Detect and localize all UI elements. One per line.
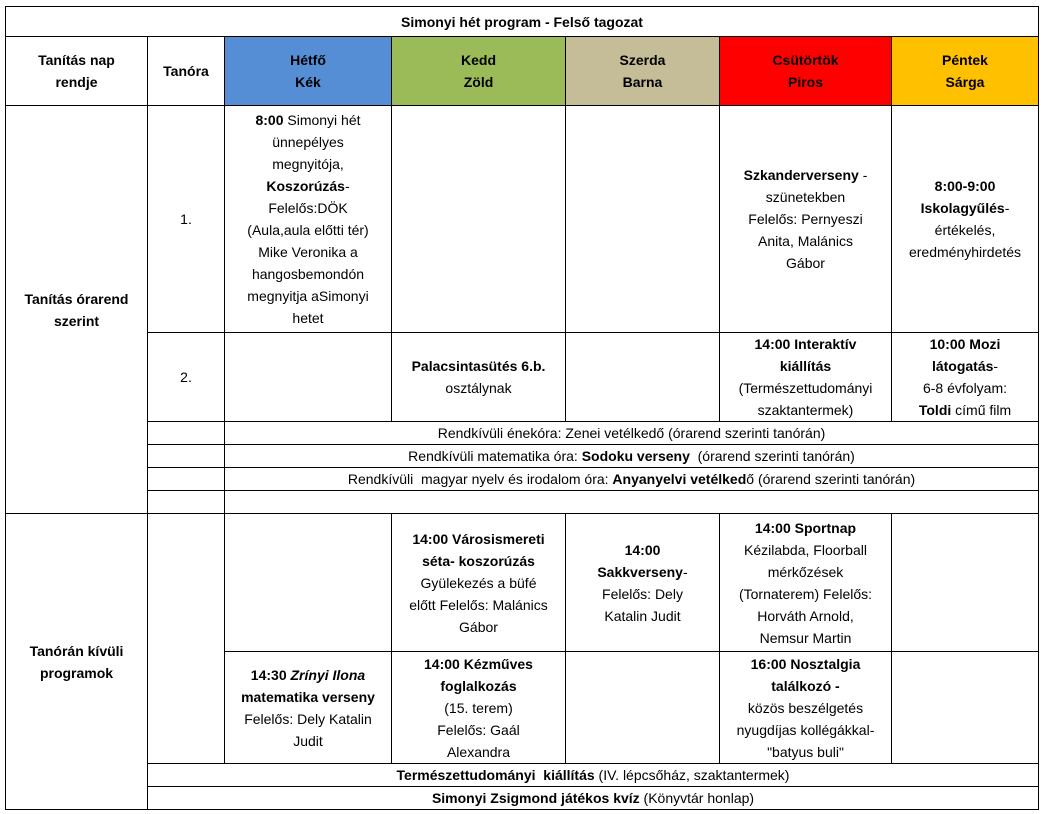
event-time: 14:30 xyxy=(250,666,291,683)
event-text: előtt Felelős: Malánics xyxy=(409,596,548,613)
mon-afternoon1-cell xyxy=(225,514,392,652)
header-day: Szerda xyxy=(619,52,666,68)
event-text: Alexandra xyxy=(446,743,511,760)
header-lesson: Tanóra xyxy=(148,37,225,106)
event-text: Judit xyxy=(293,732,323,749)
event-text: - xyxy=(344,178,350,194)
header-day-color: Sárga xyxy=(945,74,985,90)
event-title: Koszorúzás xyxy=(266,178,345,194)
event-title: kiállítás xyxy=(779,358,832,374)
extra-quiz xyxy=(148,787,1039,810)
header-wednesday xyxy=(566,37,720,106)
tue-afternoon2-cell xyxy=(392,652,566,764)
section1-label-line1: Tanítás órarend xyxy=(24,290,129,307)
event-text: szünetekben xyxy=(765,189,846,205)
event-time: 8:00 xyxy=(255,112,284,128)
event-text: nyugdíjas kollégákkal- xyxy=(736,721,875,738)
event-text: Gábor xyxy=(786,255,825,271)
extra-singing: Rendkívüli énekóra: Zenei vetélkedő (órarend szerinti tanórán) xyxy=(225,422,1039,445)
event-text: ő (órarend szerinti tanórán) xyxy=(746,471,916,487)
event-text: - xyxy=(682,563,688,580)
event-text: Horváth Arnold, xyxy=(757,607,854,624)
event-title: 10:00 Mozi xyxy=(929,336,1001,352)
event-text: Gyülekezés a büfé xyxy=(420,574,537,591)
header-day-color: Barna xyxy=(622,74,663,90)
event-title: Simonyi Zsigmond játékos kvíz xyxy=(431,790,640,806)
tue-afternoon1-cell xyxy=(392,514,566,652)
section2-lesson-cell xyxy=(148,514,225,764)
event-title: 14:00 Interaktív xyxy=(754,336,857,352)
event-text: közös beszélgetés xyxy=(747,699,864,716)
event-title: Sodoku verseny xyxy=(581,448,690,464)
fri-lesson2-cell xyxy=(892,333,1039,422)
event-text: Felelős:DÖK xyxy=(268,200,348,216)
schedule-table xyxy=(5,6,1039,810)
extra-hungarian xyxy=(225,468,1039,491)
event-text: (Természettudományi xyxy=(738,380,873,396)
wed-lesson2-cell xyxy=(566,333,720,422)
event-text: 6-8 évfolyam: xyxy=(922,380,1008,396)
event-text: Felelős: Pernyeszi xyxy=(748,211,863,227)
header-day: Hétfő xyxy=(290,52,326,68)
event-text: Nemsur Martin xyxy=(759,629,852,646)
event-text: - xyxy=(993,358,999,374)
event-title: Iskolagyűlés xyxy=(920,200,1005,216)
event-text: Felelős: Gaál xyxy=(437,721,520,738)
event-title: 14:00 Sportnap xyxy=(754,519,857,536)
event-title: Természettudományi kiállítás xyxy=(396,767,595,783)
header-row xyxy=(6,37,1039,106)
extra-row-empty xyxy=(6,491,1039,514)
extra-row xyxy=(6,422,1039,445)
event-text: című film xyxy=(951,402,1012,418)
event-text: megnyitja aSimonyi xyxy=(247,288,369,304)
tue-lesson1-cell xyxy=(392,106,566,333)
lesson2-number: 2. xyxy=(148,333,225,422)
extra-row xyxy=(6,787,1039,810)
thu-lesson2-cell xyxy=(720,333,892,422)
thu-afternoon1-cell xyxy=(720,514,892,652)
event-title: foglalkozás xyxy=(440,677,517,694)
mon-lesson1-cell xyxy=(225,106,392,333)
event-time: 8:00-9:00 xyxy=(934,178,996,194)
extra-lesson-cell xyxy=(148,445,225,468)
event-text: (15. terem) xyxy=(444,699,513,716)
mon-lesson2-cell xyxy=(225,333,392,422)
page-title: Simonyi hét program - Felső tagozat xyxy=(6,7,1039,37)
event-text: (Könyvtár honlap) xyxy=(639,790,755,806)
event-title: séta- koszorúzás xyxy=(422,552,535,569)
event-text: Simonyi hét xyxy=(283,112,361,128)
event-title: 16:00 Nosztalgia xyxy=(750,655,861,672)
event-text: Kézilabda, Floorball xyxy=(744,541,867,558)
event-text: (órarend szerinti tanórán) xyxy=(689,448,855,464)
event-text: értékelés, xyxy=(934,222,996,238)
event-title: Anyanyelvi vetélked xyxy=(612,471,747,487)
extra-lesson-cell xyxy=(148,468,225,491)
event-text: (Tornaterem) Felelős: xyxy=(738,585,873,602)
header-day: Csütörtök xyxy=(772,52,839,68)
header-day-color: Zöld xyxy=(463,74,494,90)
extra-math xyxy=(225,445,1039,468)
header-day: Péntek xyxy=(942,52,988,68)
event-text: eredményhirdetés xyxy=(908,244,1022,260)
section1-label-line2: szerint xyxy=(53,312,100,329)
empty-cell xyxy=(225,491,1039,514)
afternoon-row1 xyxy=(6,514,1039,652)
event-title: Palacsintasütés 6.b. xyxy=(411,358,546,374)
event-text: Anita, Malánics xyxy=(758,233,853,249)
section2-label-line2: programok xyxy=(39,664,114,681)
section2-label xyxy=(6,514,148,810)
wed-afternoon2-cell xyxy=(566,652,720,764)
event-text: szaktantermek) xyxy=(757,402,854,418)
event-text: (IV. lépcsőház, szaktantermek) xyxy=(594,767,790,783)
event-text: (Aula,aula előtti tér) xyxy=(247,222,369,238)
wed-afternoon1-cell xyxy=(566,514,720,652)
event-text: hetet xyxy=(292,310,324,326)
event-text: Felelős: Dely Katalin xyxy=(244,710,372,727)
event-title: matematika verseny xyxy=(241,688,375,705)
header-order-line2: rendje xyxy=(55,74,98,90)
header-tuesday xyxy=(392,37,566,106)
thu-lesson1-cell xyxy=(720,106,892,333)
fri-lesson1-cell xyxy=(892,106,1039,333)
mon-afternoon2-cell xyxy=(225,652,392,764)
extra-science-exhibit xyxy=(148,764,1039,787)
header-friday xyxy=(892,37,1039,106)
event-title: találkozó - xyxy=(771,677,840,694)
extra-row xyxy=(6,764,1039,787)
event-text: ünnepélyes xyxy=(272,134,344,150)
event-text: Rendkívüli magyar nyelv és irodalom óra: xyxy=(347,471,613,487)
lesson1-number: 1. xyxy=(148,106,225,333)
header-day-color: Piros xyxy=(787,74,823,90)
tue-lesson2-cell xyxy=(392,333,566,422)
event-text: Rendkívüli matematika óra: xyxy=(408,448,582,464)
event-title: Sakkverseny xyxy=(597,563,683,580)
event-title: 14:00 Kézműves xyxy=(424,655,533,672)
header-order xyxy=(6,37,148,106)
event-title: Zrínyi Ilona xyxy=(290,666,366,683)
header-day: Kedd xyxy=(461,52,496,68)
wed-lesson1-cell xyxy=(566,106,720,333)
event-text: hangosbemondón xyxy=(251,266,365,282)
event-text: Katalin Judit xyxy=(604,607,681,624)
event-text: osztálynak xyxy=(445,380,512,396)
event-title: 14:00 Városismereti xyxy=(412,530,545,547)
event-title: Toldi xyxy=(918,402,952,418)
event-text: Felelős: Dely xyxy=(602,585,683,602)
header-monday xyxy=(225,37,392,106)
lesson1-row xyxy=(6,106,1039,333)
event-text: - xyxy=(1004,200,1010,216)
lesson2-row xyxy=(6,333,1039,422)
event-title: látogatás xyxy=(931,358,994,374)
header-thursday xyxy=(720,37,892,106)
section1-label xyxy=(6,106,148,514)
extra-lesson-cell xyxy=(148,491,225,514)
section2-label-line1: Tanórán kívüli xyxy=(29,642,124,659)
event-time: 14:00 xyxy=(624,541,661,558)
event-text: Gábor xyxy=(459,618,498,635)
event-text: "batyus buli" xyxy=(767,743,844,760)
extra-row xyxy=(6,468,1039,491)
header-day-color: Kék xyxy=(295,74,321,90)
event-text: mérkőzések xyxy=(767,563,844,580)
extra-lesson-cell xyxy=(148,422,225,445)
header-order-line1: Tanítás nap xyxy=(38,52,115,68)
event-text: - xyxy=(858,167,868,183)
event-text: Mike Veronika a xyxy=(258,244,358,260)
fri-afternoon1-cell xyxy=(892,514,1039,652)
event-title: Szkanderverseny xyxy=(743,167,859,183)
fri-afternoon2-cell xyxy=(892,652,1039,764)
event-text: megnyitója, xyxy=(272,156,344,172)
title-row xyxy=(6,7,1039,37)
thu-afternoon2-cell xyxy=(720,652,892,764)
extra-row xyxy=(6,445,1039,468)
